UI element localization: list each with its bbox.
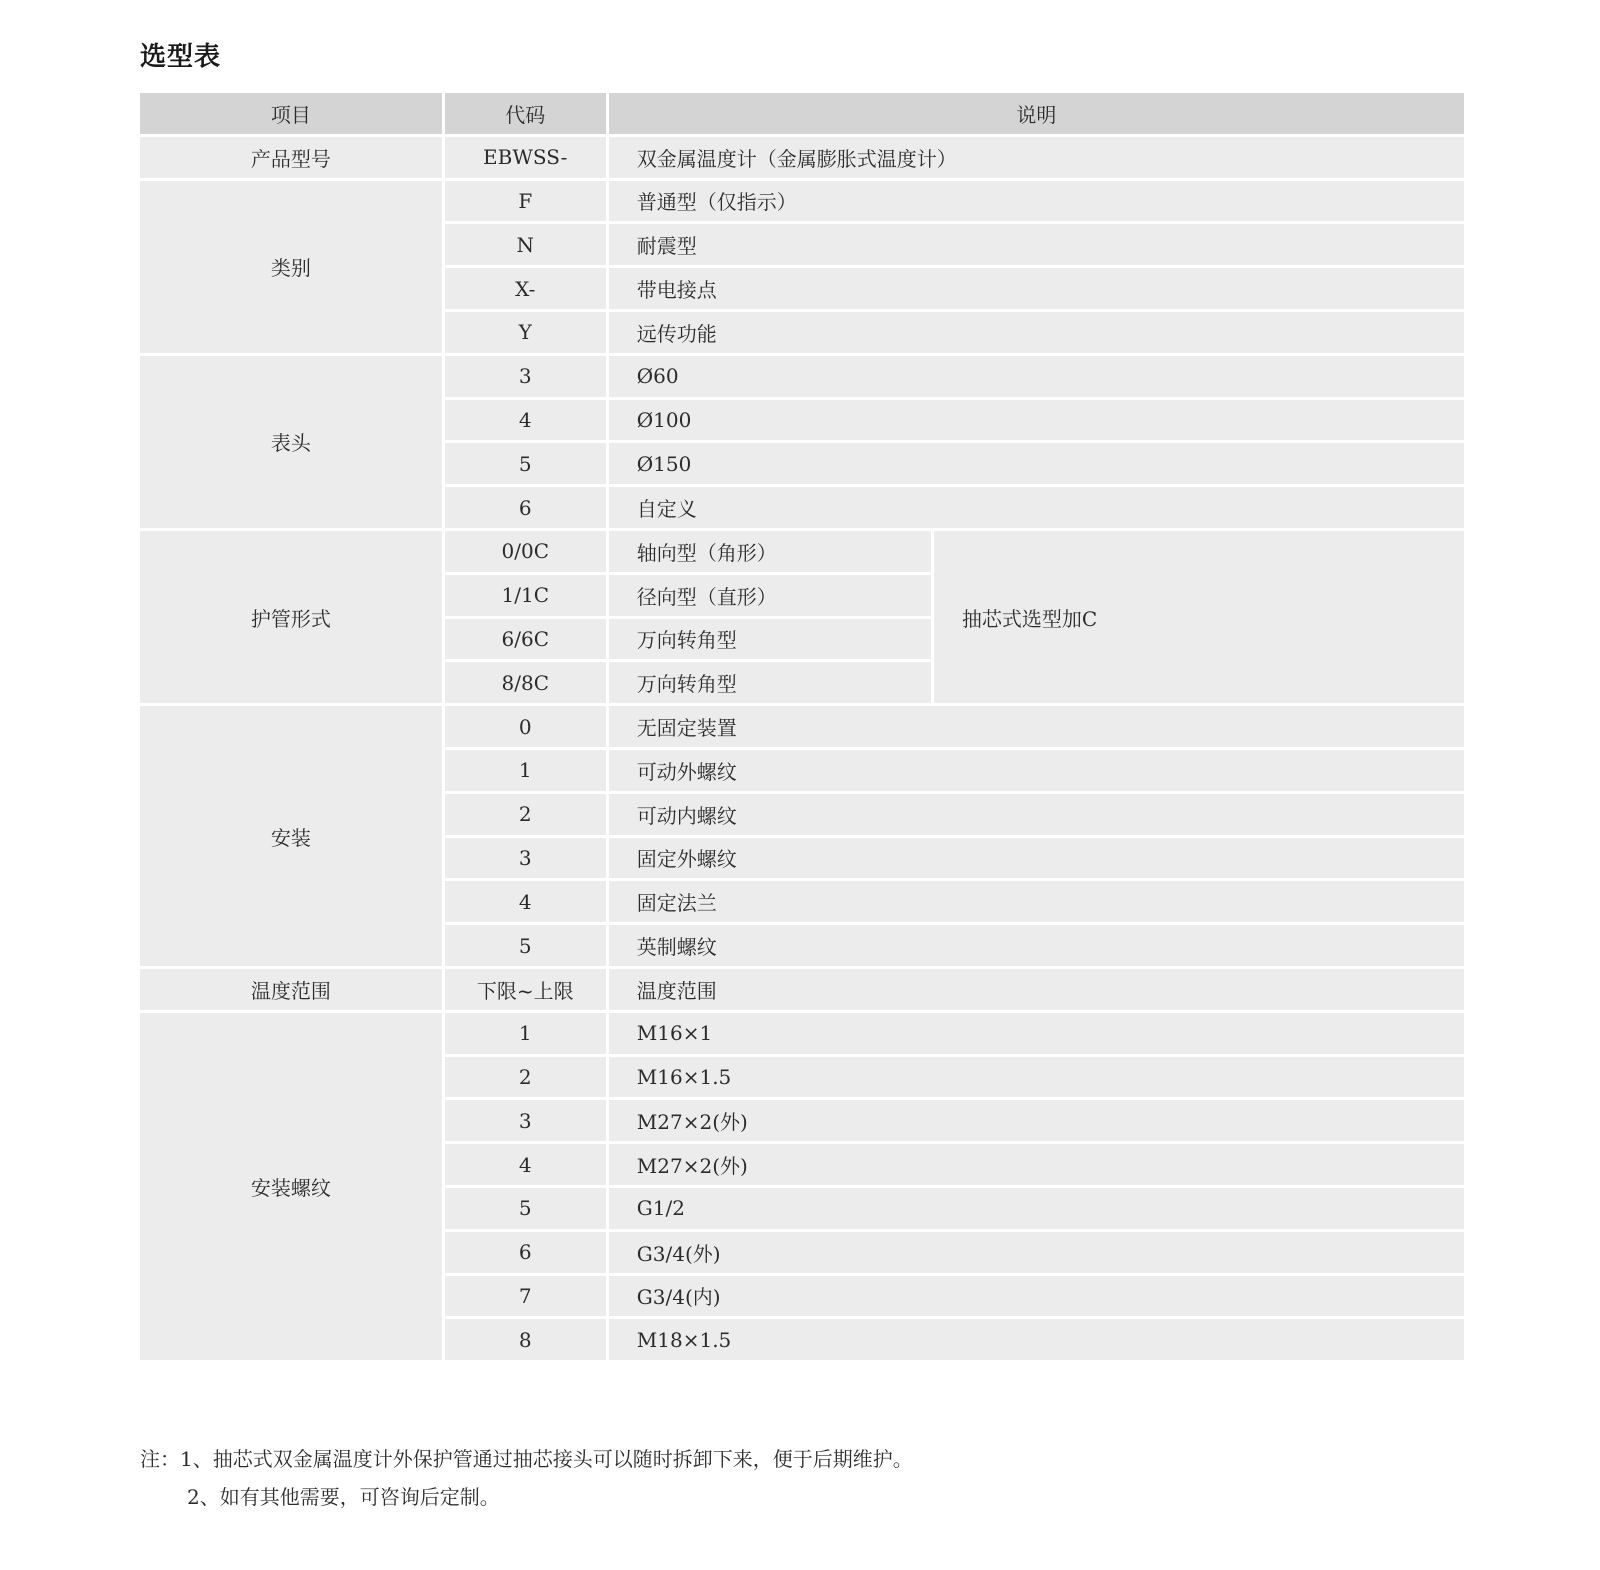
tube-note: 抽芯式选型加C	[934, 531, 1464, 703]
item-dial: 表头	[140, 356, 442, 528]
desc-cell: 固定外螺纹	[609, 838, 1464, 879]
code-cell: F	[445, 181, 606, 222]
code-cell: 5	[445, 1188, 606, 1229]
table-row	[140, 531, 1464, 572]
desc-cell: 自定义	[609, 487, 1464, 528]
item-thread: 安装螺纹	[140, 1013, 442, 1360]
desc-cell: 可动外螺纹	[609, 750, 1464, 791]
desc-cell: M16×1.5	[609, 1057, 1464, 1098]
desc-cell: G3/4(内)	[609, 1276, 1464, 1317]
item-mount: 安装	[140, 706, 442, 966]
desc-cell: 万向转角型	[609, 662, 931, 703]
item-range: 温度范围	[140, 969, 442, 1010]
code-cell: 1	[445, 1013, 606, 1054]
code-cell: 6/6C	[445, 619, 606, 660]
desc-cell: 英制螺纹	[609, 925, 1464, 966]
code-cell: 5	[445, 925, 606, 966]
code-cell: 2	[445, 1057, 606, 1098]
desc-cell: 远传功能	[609, 312, 1464, 353]
desc-cell: 万向转角型	[609, 619, 931, 660]
code-cell: 7	[445, 1276, 606, 1317]
item-model: 产品型号	[140, 137, 442, 178]
note-line-2: 2、如有其他需要，可咨询后定制。	[187, 1485, 500, 1509]
code-cell: 1/1C	[445, 575, 606, 616]
code-cell: Y	[445, 312, 606, 353]
code-cell: 8	[445, 1319, 606, 1360]
code-cell: 4	[445, 881, 606, 922]
desc-cell: 轴向型（角形）	[609, 531, 931, 572]
desc-cell: 温度范围	[609, 969, 1464, 1010]
desc-cell: 普通型（仅指示）	[609, 181, 1464, 222]
item-type: 类别	[140, 181, 442, 353]
header-desc: 说明	[609, 93, 1464, 134]
desc-cell: 固定法兰	[609, 881, 1464, 922]
item-tube: 护管形式	[140, 531, 442, 703]
notes	[140, 1440, 913, 1516]
page-title: 选型表	[140, 42, 222, 72]
table-row	[140, 356, 1464, 397]
desc-cell: M16×1	[609, 1013, 1464, 1054]
code-cell: 0/0C	[445, 531, 606, 572]
desc-cell: 无固定装置	[609, 706, 1464, 747]
code-cell: 6	[445, 1232, 606, 1273]
code-cell: 下限~上限	[445, 969, 606, 1010]
code-cell: 4	[445, 400, 606, 441]
desc-cell: 双金属温度计（金属膨胀式温度计）	[609, 137, 1464, 178]
desc-cell: 耐震型	[609, 224, 1464, 265]
desc-cell: Ø100	[609, 400, 1464, 441]
code-cell: EBWSS-	[445, 137, 606, 178]
code-cell: N	[445, 224, 606, 265]
desc-cell: Ø150	[609, 443, 1464, 484]
desc-cell: 可动内螺纹	[609, 794, 1464, 835]
code-cell: 3	[445, 838, 606, 879]
table-row	[140, 706, 1464, 747]
header-item: 项目	[140, 93, 442, 134]
desc-cell: Ø60	[609, 356, 1464, 397]
table-row	[140, 137, 1464, 178]
code-cell: X-	[445, 268, 606, 309]
desc-cell: G3/4(外)	[609, 1232, 1464, 1273]
table-header-row	[140, 93, 1464, 134]
table-row	[140, 1013, 1464, 1054]
code-cell: 5	[445, 443, 606, 484]
desc-cell: G1/2	[609, 1188, 1464, 1229]
header-code: 代码	[445, 93, 606, 134]
code-cell: 2	[445, 794, 606, 835]
code-cell: 3	[445, 1100, 606, 1141]
code-cell: 4	[445, 1144, 606, 1185]
desc-cell: M27×2(外)	[609, 1144, 1464, 1185]
code-cell: 6	[445, 487, 606, 528]
table-row	[140, 181, 1464, 222]
table-row	[140, 969, 1464, 1010]
code-cell: 8/8C	[445, 662, 606, 703]
desc-cell: M18×1.5	[609, 1319, 1464, 1360]
code-cell: 3	[445, 356, 606, 397]
desc-cell: M27×2(外)	[609, 1100, 1464, 1141]
desc-cell: 带电接点	[609, 268, 1464, 309]
desc-cell: 径向型（直形）	[609, 575, 931, 616]
note-line-1: 注：1、抽芯式双金属温度计外保护管通过抽芯接头可以随时拆卸下来，便于后期维护。	[140, 1447, 913, 1471]
selection-table	[137, 90, 1467, 1363]
code-cell: 1	[445, 750, 606, 791]
code-cell: 0	[445, 706, 606, 747]
